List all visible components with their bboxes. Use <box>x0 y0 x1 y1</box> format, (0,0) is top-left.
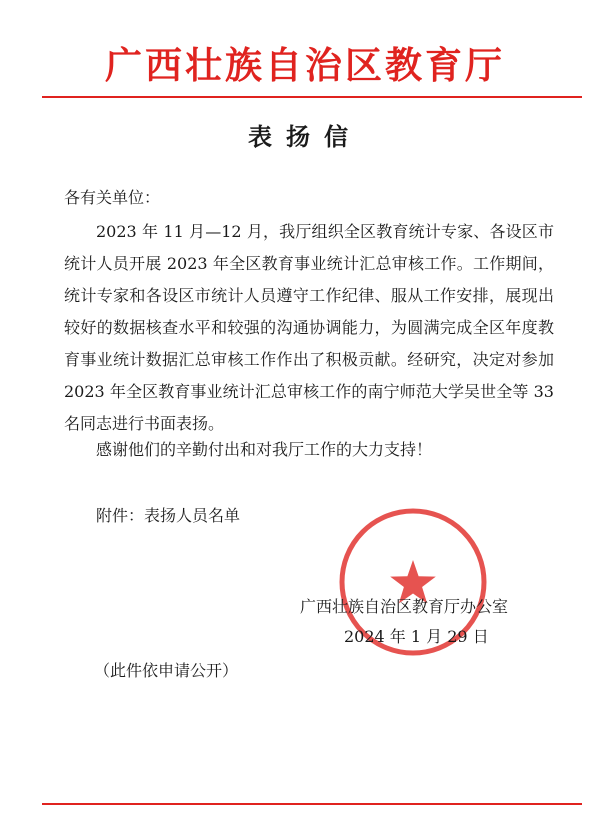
attachment-line: 附件：表扬人员名单 <box>96 506 241 525</box>
footer-red-rule <box>42 803 582 805</box>
thanks-paragraph: 感谢他们的辛勤付出和对我厅工作的大力支持！ <box>96 440 433 459</box>
issue-date: 2024 年 1 月 29 日 <box>344 627 489 646</box>
disclosure-note: （此件依申请公开） <box>94 661 239 680</box>
header-red-rule <box>42 96 582 98</box>
agency-header-title: 广西壮族自治区教育厅 <box>105 43 505 87</box>
issuer-name: 广西壮族自治区教育厅办公室 <box>300 597 509 616</box>
salutation: 各有关单位： <box>64 188 161 207</box>
letter-title: 表扬信 <box>248 122 362 151</box>
letter-body: 2023 年 11 月—12 月，我厅组织全区教育统计专家、各设区市统计人员开展 2023 年全区教育事业统计汇总审核工作。工作期间，统计专家和各设区市统计人员遵守工作纪律、服从工作安排，展现出较好的数据核查水平和较强的沟通协调能力，为圆满完成全区年度教育事业统计数据汇总审核工作作出了积极贡献。经研究，决定对参加 2023 年全区教育事业统计汇总审核工作的南宁师范大学吴世全等 33 名同志进行书面表扬。 <box>64 222 554 433</box>
